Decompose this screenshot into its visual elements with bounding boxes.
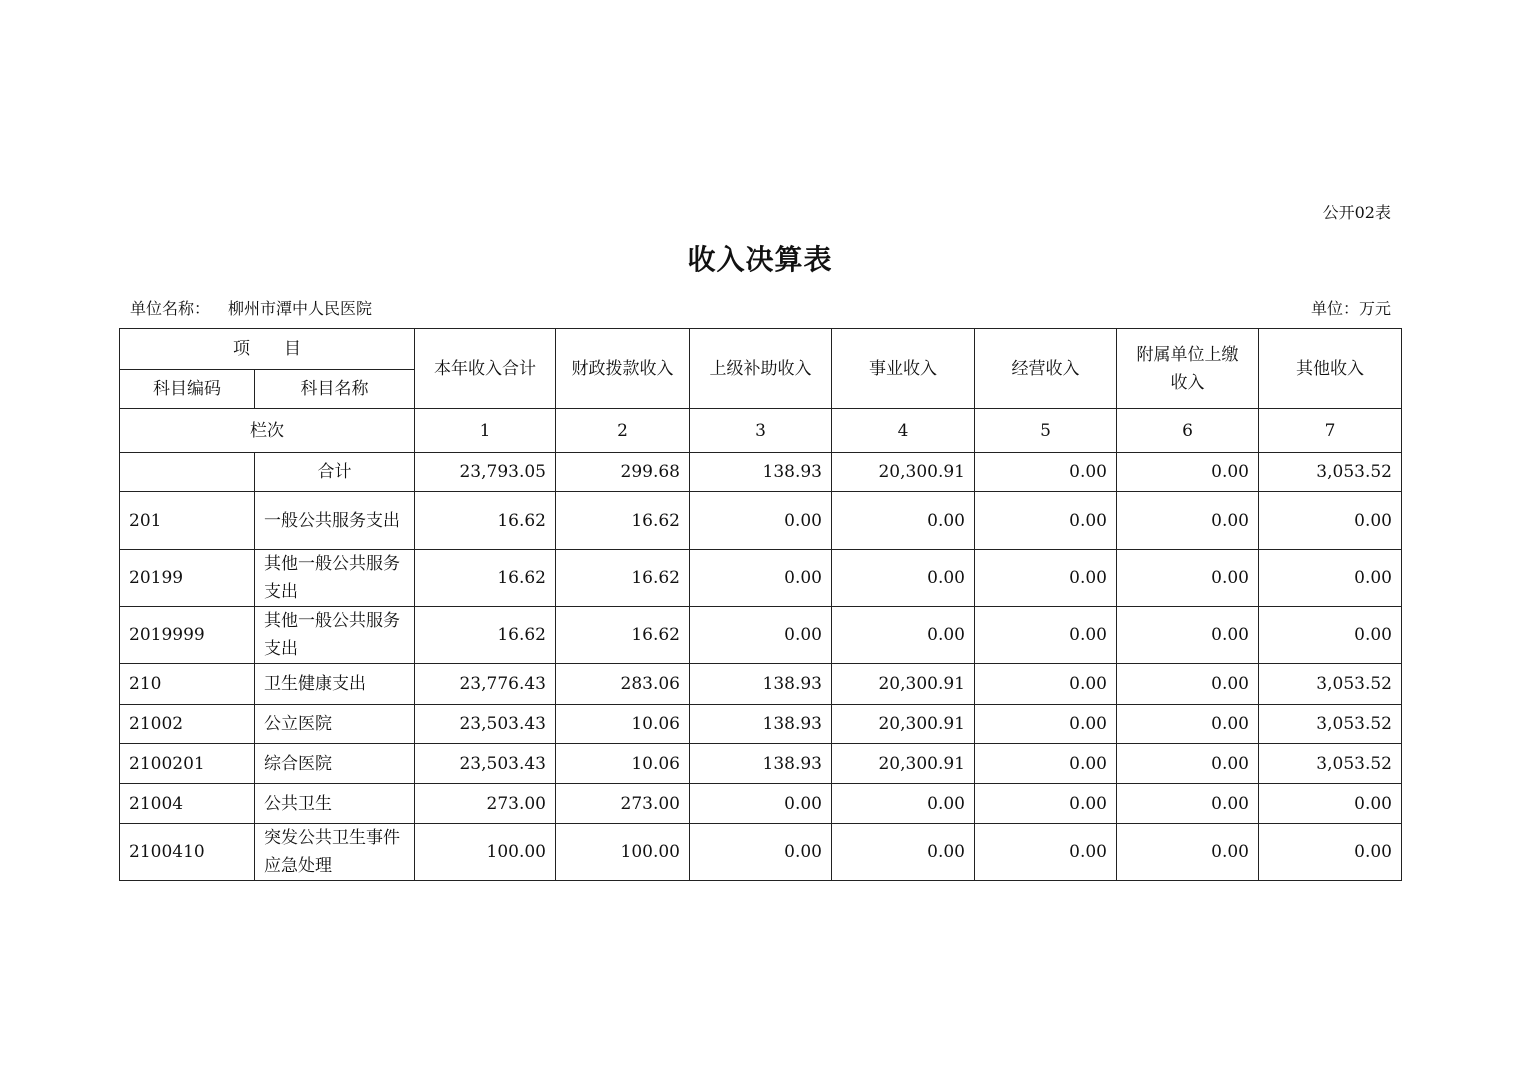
column-number: 3	[690, 409, 832, 453]
column-number: 7	[1259, 409, 1402, 453]
amount-cell: 16.62	[415, 607, 556, 664]
currency-unit: 单位：万元	[1310, 299, 1391, 318]
table-row	[120, 492, 1402, 550]
subject-code: 2100201	[120, 744, 255, 784]
amount-cell: 0.00	[1259, 492, 1402, 550]
amount-cell: 138.93	[690, 744, 832, 784]
amount-cell: 0.00	[690, 492, 832, 550]
amount-cell: 0.00	[1117, 492, 1259, 550]
subject-name: 一般公共服务支出	[255, 492, 415, 550]
table-row	[120, 550, 1402, 607]
unit-name-label: 单位名称：	[130, 299, 211, 318]
total-value: 23,793.05	[415, 453, 556, 492]
amount-cell: 23,776.43	[415, 664, 556, 705]
table-row	[120, 705, 1402, 744]
amount-cell: 0.00	[832, 607, 975, 664]
subject-name: 突发公共卫生事件应急处理	[255, 824, 415, 881]
header-col-operating: 经营收入	[975, 329, 1117, 409]
unit-name: 柳州市潭中人民医院	[228, 299, 373, 318]
subject-name: 其他一般公共服务支出	[255, 550, 415, 607]
page-title: 收入决算表	[687, 243, 833, 276]
column-number: 6	[1117, 409, 1259, 453]
amount-cell: 0.00	[832, 550, 975, 607]
amount-cell: 0.00	[1117, 824, 1259, 881]
amount-cell: 20,300.91	[832, 705, 975, 744]
amount-cell: 0.00	[690, 784, 832, 824]
header-col-affiliated: 附属单位上缴收入	[1117, 329, 1259, 409]
amount-cell: 0.00	[1259, 784, 1402, 824]
amount-cell: 0.00	[832, 784, 975, 824]
amount-cell: 0.00	[832, 492, 975, 550]
total-value: 3,053.52	[1259, 453, 1402, 492]
table-row	[120, 744, 1402, 784]
amount-cell: 20,300.91	[832, 744, 975, 784]
unit-name-row	[130, 296, 372, 319]
amount-cell: 0.00	[1117, 664, 1259, 705]
amount-cell: 0.00	[1259, 824, 1402, 881]
table-row	[120, 824, 1402, 881]
amount-cell: 0.00	[1117, 705, 1259, 744]
total-value: 20,300.91	[832, 453, 975, 492]
amount-cell: 273.00	[556, 784, 690, 824]
amount-cell: 0.00	[832, 824, 975, 881]
header-name: 科目名称	[255, 370, 415, 409]
amount-cell: 0.00	[1117, 784, 1259, 824]
form-number: 公开02表	[1322, 203, 1391, 222]
header-col-business: 事业收入	[832, 329, 975, 409]
amount-cell: 0.00	[975, 550, 1117, 607]
amount-cell: 10.06	[556, 744, 690, 784]
amount-cell: 16.62	[415, 550, 556, 607]
amount-cell: 283.06	[556, 664, 690, 705]
table-row	[120, 607, 1402, 664]
amount-cell: 138.93	[690, 705, 832, 744]
subject-name: 卫生健康支出	[255, 664, 415, 705]
column-number: 5	[975, 409, 1117, 453]
amount-cell: 0.00	[975, 492, 1117, 550]
amount-cell: 0.00	[690, 607, 832, 664]
amount-cell: 16.62	[556, 550, 690, 607]
amount-cell: 3,053.52	[1259, 744, 1402, 784]
amount-cell: 23,503.43	[415, 744, 556, 784]
subject-name: 公立医院	[255, 705, 415, 744]
amount-cell: 0.00	[1259, 607, 1402, 664]
header-row-1	[120, 329, 1402, 370]
header-code: 科目编码	[120, 370, 255, 409]
amount-cell: 16.62	[556, 607, 690, 664]
table-row	[120, 784, 1402, 824]
amount-cell: 0.00	[1117, 607, 1259, 664]
amount-cell: 3,053.52	[1259, 664, 1402, 705]
amount-cell: 0.00	[1117, 550, 1259, 607]
subject-code: 21002	[120, 705, 255, 744]
amount-cell: 0.00	[690, 550, 832, 607]
column-number: 1	[415, 409, 556, 453]
column-number-label: 栏次	[120, 409, 415, 453]
header-project: 项 目	[120, 329, 415, 370]
amount-cell: 16.62	[556, 492, 690, 550]
table-row	[120, 664, 1402, 705]
total-value: 299.68	[556, 453, 690, 492]
amount-cell: 3,053.52	[1259, 705, 1402, 744]
header-col-fiscal: 财政拨款收入	[556, 329, 690, 409]
amount-cell: 0.00	[975, 824, 1117, 881]
amount-cell: 0.00	[690, 824, 832, 881]
amount-cell: 273.00	[415, 784, 556, 824]
subject-code: 20199	[120, 550, 255, 607]
amount-cell: 0.00	[975, 607, 1117, 664]
amount-cell: 0.00	[975, 744, 1117, 784]
amount-cell: 100.00	[556, 824, 690, 881]
amount-cell: 0.00	[975, 664, 1117, 705]
amount-cell: 100.00	[415, 824, 556, 881]
amount-cell: 20,300.91	[832, 664, 975, 705]
total-value: 138.93	[690, 453, 832, 492]
header-col-total: 本年收入合计	[415, 329, 556, 409]
subject-name: 公共卫生	[255, 784, 415, 824]
amount-cell: 0.00	[975, 705, 1117, 744]
column-number: 4	[832, 409, 975, 453]
header-col-superior: 上级补助收入	[690, 329, 832, 409]
subject-code: 2100410	[120, 824, 255, 881]
total-label: 合计	[255, 453, 415, 492]
amount-cell: 0.00	[975, 784, 1117, 824]
subject-name: 综合医院	[255, 744, 415, 784]
column-number: 2	[556, 409, 690, 453]
column-number-row	[120, 409, 1402, 453]
subject-code: 210	[120, 664, 255, 705]
amount-cell: 10.06	[556, 705, 690, 744]
income-table	[119, 328, 1402, 881]
header-col-other: 其他收入	[1259, 329, 1402, 409]
total-value: 0.00	[975, 453, 1117, 492]
subject-name: 其他一般公共服务支出	[255, 607, 415, 664]
amount-cell: 138.93	[690, 664, 832, 705]
subject-code: 21004	[120, 784, 255, 824]
amount-cell: 16.62	[415, 492, 556, 550]
total-value: 0.00	[1117, 453, 1259, 492]
subject-code: 2019999	[120, 607, 255, 664]
amount-cell: 0.00	[1117, 744, 1259, 784]
subject-code: 201	[120, 492, 255, 550]
amount-cell: 23,503.43	[415, 705, 556, 744]
total-row	[120, 453, 1402, 492]
amount-cell: 0.00	[1259, 550, 1402, 607]
total-code-cell	[120, 453, 255, 492]
